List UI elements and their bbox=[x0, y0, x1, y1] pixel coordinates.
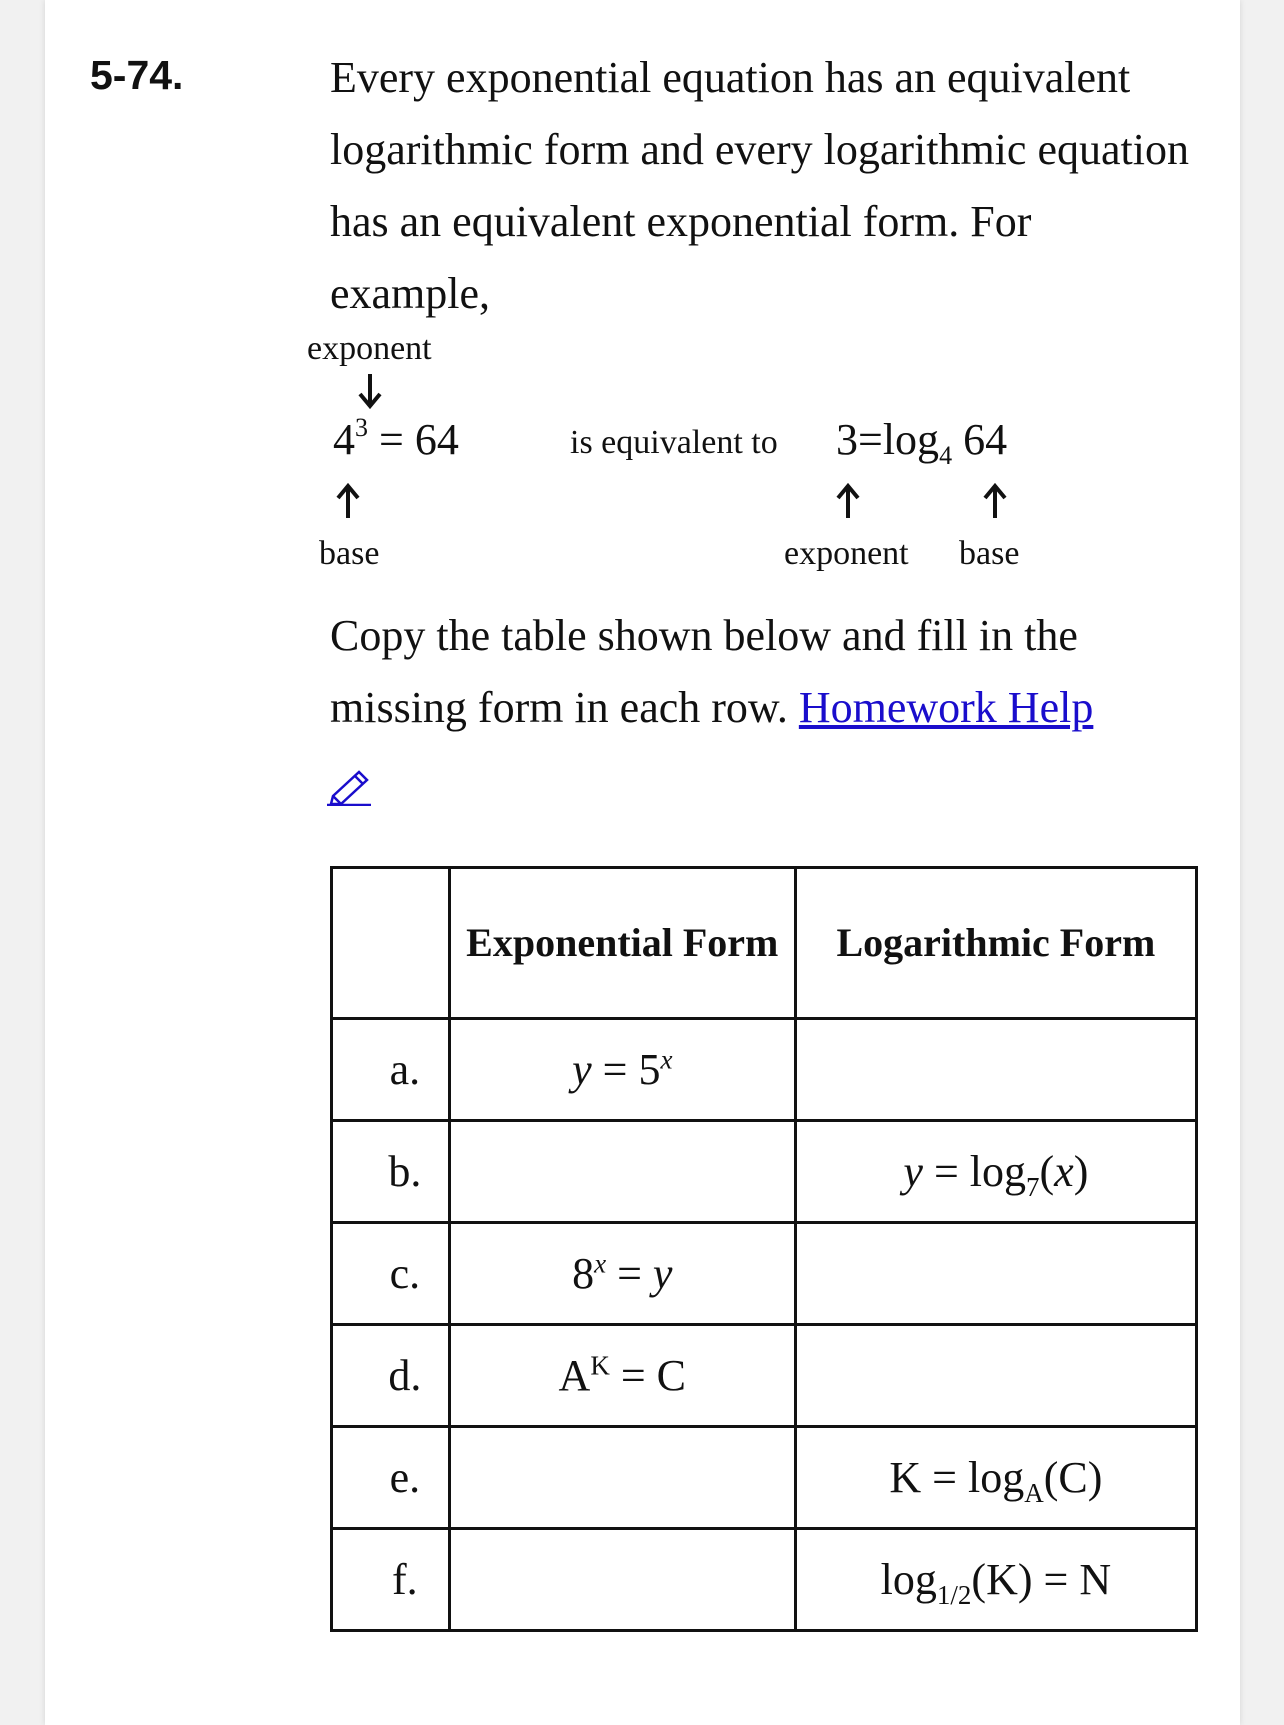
example-left-exponent-label: exponent bbox=[307, 330, 432, 367]
logarithmic-form-cell bbox=[795, 1427, 1196, 1529]
math-expression bbox=[880, 1555, 1112, 1610]
math-op: = bbox=[933, 1147, 959, 1196]
math-op: = bbox=[602, 1045, 628, 1094]
example-left-base: 4 bbox=[333, 415, 355, 464]
math-expression bbox=[889, 1453, 1103, 1508]
example-right-base: 4 bbox=[939, 440, 953, 470]
pencil-icon[interactable] bbox=[327, 766, 373, 806]
exponential-form-cell bbox=[449, 1223, 795, 1325]
math-log-base: 7 bbox=[1026, 1171, 1040, 1202]
arrow-up-icon bbox=[834, 480, 862, 520]
table-row bbox=[332, 1325, 1197, 1427]
math-rhs: N bbox=[1079, 1555, 1112, 1604]
example-right-exponent-label: exponent bbox=[784, 535, 909, 572]
arrow-down-icon bbox=[356, 372, 384, 412]
problem-intro: Every exponential equation has an equivalent logarithmic form and every logarithmic equation has an equivalent exponential form. For example, bbox=[330, 53, 1189, 318]
example-logarithmic-equation bbox=[836, 414, 1008, 470]
example-right-base-label: base bbox=[959, 535, 1020, 572]
example-right-eq: = bbox=[858, 415, 883, 464]
table-row bbox=[332, 1223, 1197, 1325]
forms-table bbox=[330, 866, 1198, 1632]
math-argument: (x) bbox=[1039, 1147, 1089, 1196]
math-op: = bbox=[1043, 1555, 1069, 1604]
math-expression bbox=[559, 1351, 686, 1400]
table-row bbox=[332, 1019, 1197, 1121]
row-label: e. bbox=[332, 1427, 450, 1529]
table-row bbox=[332, 1529, 1197, 1631]
problem-instructions bbox=[330, 600, 1210, 744]
instructions-text: Copy the table shown below and fill in the missing form in each row. bbox=[330, 611, 1078, 732]
math-expression bbox=[572, 1249, 672, 1298]
logarithmic-form-cell bbox=[795, 1325, 1196, 1427]
math-lhs: K bbox=[889, 1453, 922, 1502]
example-diagram bbox=[45, 330, 1240, 590]
math-op: = bbox=[932, 1453, 957, 1502]
example-left-base-label: base bbox=[319, 535, 380, 572]
example-right-arg: 64 bbox=[963, 415, 1008, 464]
math-log: log bbox=[969, 1147, 1027, 1196]
math-log-base: 1/2 bbox=[936, 1579, 972, 1610]
example-exponential-equation bbox=[333, 414, 459, 465]
math-op: = bbox=[620, 1351, 646, 1400]
math-op: = bbox=[617, 1249, 642, 1298]
math-log-base: A bbox=[1024, 1477, 1044, 1508]
math-argument: (C) bbox=[1043, 1453, 1103, 1502]
logarithmic-form-cell bbox=[795, 1019, 1196, 1121]
row-label: f. bbox=[332, 1529, 450, 1631]
row-label: b. bbox=[332, 1121, 450, 1223]
math-argument: (K) bbox=[971, 1555, 1033, 1604]
math-expression bbox=[903, 1147, 1089, 1202]
math-power: x bbox=[594, 1248, 607, 1279]
header-exponential-form: Exponential Form bbox=[449, 868, 795, 1019]
exponential-form-cell bbox=[449, 1019, 795, 1121]
row-label: a. bbox=[332, 1019, 450, 1121]
math-power: x bbox=[660, 1044, 673, 1075]
table-header-row bbox=[332, 868, 1197, 1019]
math-var: y bbox=[903, 1147, 923, 1196]
arrow-up-icon bbox=[334, 480, 362, 520]
logarithmic-form-cell bbox=[795, 1223, 1196, 1325]
header-label-cell bbox=[332, 868, 450, 1019]
exponential-form-cell bbox=[449, 1529, 795, 1631]
example-right-lhs: 3 bbox=[836, 415, 858, 464]
worksheet-page bbox=[45, 0, 1240, 1725]
logarithmic-form-cell bbox=[795, 1529, 1196, 1631]
math-expression bbox=[572, 1045, 672, 1094]
math-var: x bbox=[1054, 1147, 1074, 1196]
logarithmic-form-cell bbox=[795, 1121, 1196, 1223]
math-base: A bbox=[558, 1351, 591, 1400]
exponential-form-cell bbox=[449, 1121, 795, 1223]
math-log: log bbox=[880, 1555, 937, 1604]
table-row bbox=[332, 1121, 1197, 1223]
exponential-form-cell bbox=[449, 1325, 795, 1427]
exponential-form-cell bbox=[449, 1427, 795, 1529]
homework-help-link[interactable]: Homework Help bbox=[798, 683, 1094, 732]
header-logarithmic-form: Logarithmic Form bbox=[795, 868, 1196, 1019]
row-label: c. bbox=[332, 1223, 450, 1325]
table-row bbox=[332, 1427, 1197, 1529]
row-label: d. bbox=[332, 1325, 450, 1427]
math-base: 5 bbox=[638, 1045, 661, 1094]
math-log: log bbox=[968, 1453, 1025, 1502]
arrow-up-icon bbox=[981, 480, 1009, 520]
math-power: K bbox=[590, 1350, 610, 1381]
example-left-rhs: = 64 bbox=[379, 415, 459, 464]
math-var: y bbox=[652, 1249, 673, 1298]
problem-number: 5-74. bbox=[90, 52, 184, 98]
example-right-log: log bbox=[882, 415, 940, 464]
math-rhs: C bbox=[656, 1351, 686, 1400]
math-base: 8 bbox=[572, 1249, 595, 1298]
math-var: y bbox=[572, 1045, 592, 1094]
example-left-exponent: 3 bbox=[355, 413, 368, 443]
example-equivalent-text: is equivalent to bbox=[570, 424, 778, 461]
